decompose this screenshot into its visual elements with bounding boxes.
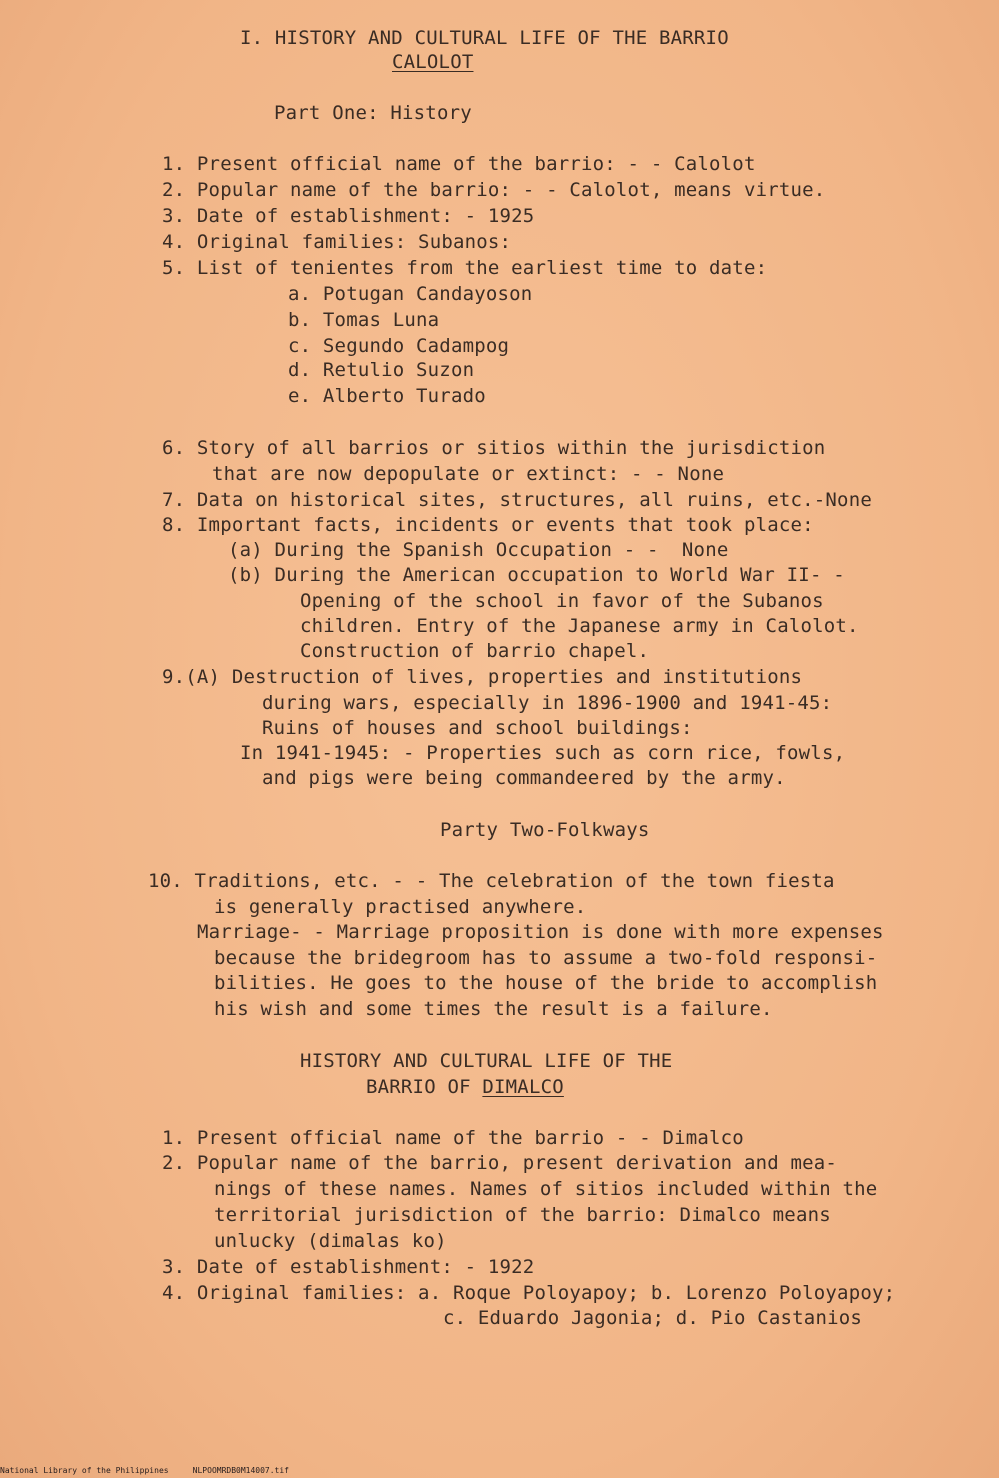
part-one-heading: Part One: History [274,102,472,124]
list-item: 8. Important facts, incidents or events that took place: [162,514,814,536]
sub-item: (b) During the American occupation to World War II- - [228,564,845,586]
list-item: 2. Popular name of the barrio: - - Calolot, means virtue. [162,179,826,201]
sub-item-continuation: Opening of the school in favor of the Subanos [300,590,824,612]
list-item: 10. Traditions, etc. - - The celebration of the town fiesta [148,870,835,892]
teniente-item: e. Alberto Turado [288,385,486,407]
list-item: 2. Popular name of the barrio, present derivation and mea- [162,1152,838,1174]
list-item-continuation: during wars, especially in 1896-1900 and 1941-45: [262,692,833,714]
list-item-continuation: that are now depopulate or extinct: - - None [212,463,725,485]
file-label: NLPOOMRDB0M14007.tif [192,1466,289,1475]
list-item: 1. Present official name of the barrio: - - Calolot [162,153,756,175]
section-subtitle [366,1075,564,1099]
section-subtitle-prefix: BARRIO OF [366,1076,483,1098]
teniente-item: c. Segundo Cadampog [288,335,510,357]
library-label: National Library of the Philippines [0,1466,169,1475]
document-title: I. HISTORY AND CULTURAL LIFE OF THE BARRIO [240,27,729,49]
sub-item-continuation: Construction of barrio chapel. [300,640,650,662]
list-item: 6. Story of all barrios or sitios within the jurisdiction [162,437,826,459]
list-item-continuation: Ruins of houses and school buildings: [262,717,693,739]
sub-item-continuation: children. Entry of the Japanese army in Calolot. [300,615,859,637]
list-item: 9.(A) Destruction of lives, properties and institutions [162,666,803,688]
list-item-continuation: is generally practised anywhere. [214,896,587,918]
marriage-paragraph-line: Marriage- - Marriage proposition is done with more expenses [197,921,884,943]
teniente-item: a. Potugan Candayoson [288,283,533,305]
marriage-paragraph-line: bilities. He goes to the house of the bride to accomplish [214,972,878,994]
list-item: 3. Date of establishment: - 1925 [162,205,535,227]
list-item: 5. List of tenientes from the earliest time to date: [162,257,768,279]
scan-footer [0,1466,289,1476]
marriage-paragraph-line: because the bridegroom has to assume a two-fold responsi- [214,947,878,969]
list-item-continuation: unlucky (dimalas ko) [214,1230,447,1252]
barrio-name-heading: CALOLOT [392,51,474,73]
list-item-continuation: territorial jurisdiction of the barrio: Dimalco means [214,1204,831,1226]
marriage-paragraph-line: his wish and some times the result is a failure. [214,998,773,1020]
sub-item: (a) During the Spanish Occupation - - None [228,539,729,561]
section-title: HISTORY AND CULTURAL LIFE OF THE [300,1050,673,1072]
teniente-item: b. Tomas Luna [288,309,440,331]
part-two-heading: Party Two-Folkways [440,819,650,841]
list-item-continuation: c. Eduardo Jagonia; d. Pio Castanios [443,1307,863,1329]
list-item: 3. Date of establishment: - 1922 [162,1256,535,1278]
list-item-continuation: In 1941-1945: - Properties such as corn rice, fowls, [240,742,846,764]
teniente-item: d. Retulio Suzon [288,359,475,381]
list-item: 4. Original families: Subanos: [162,231,512,253]
barrio-name: DIMALCO [482,1076,564,1098]
list-item-continuation: nings of these names. Names of sitios included within the [214,1178,878,1200]
list-item: 4. Original families: a. Roque Poloyapoy; b. Lorenzo Poloyapoy; [162,1282,896,1304]
list-item: 7. Data on historical sites, structures, all ruins, etc.-None [162,489,872,511]
list-item-continuation: and pigs were being commandeered by the army. [262,767,786,789]
list-item: 1. Present official name of the barrio - - Dimalco [162,1127,744,1149]
